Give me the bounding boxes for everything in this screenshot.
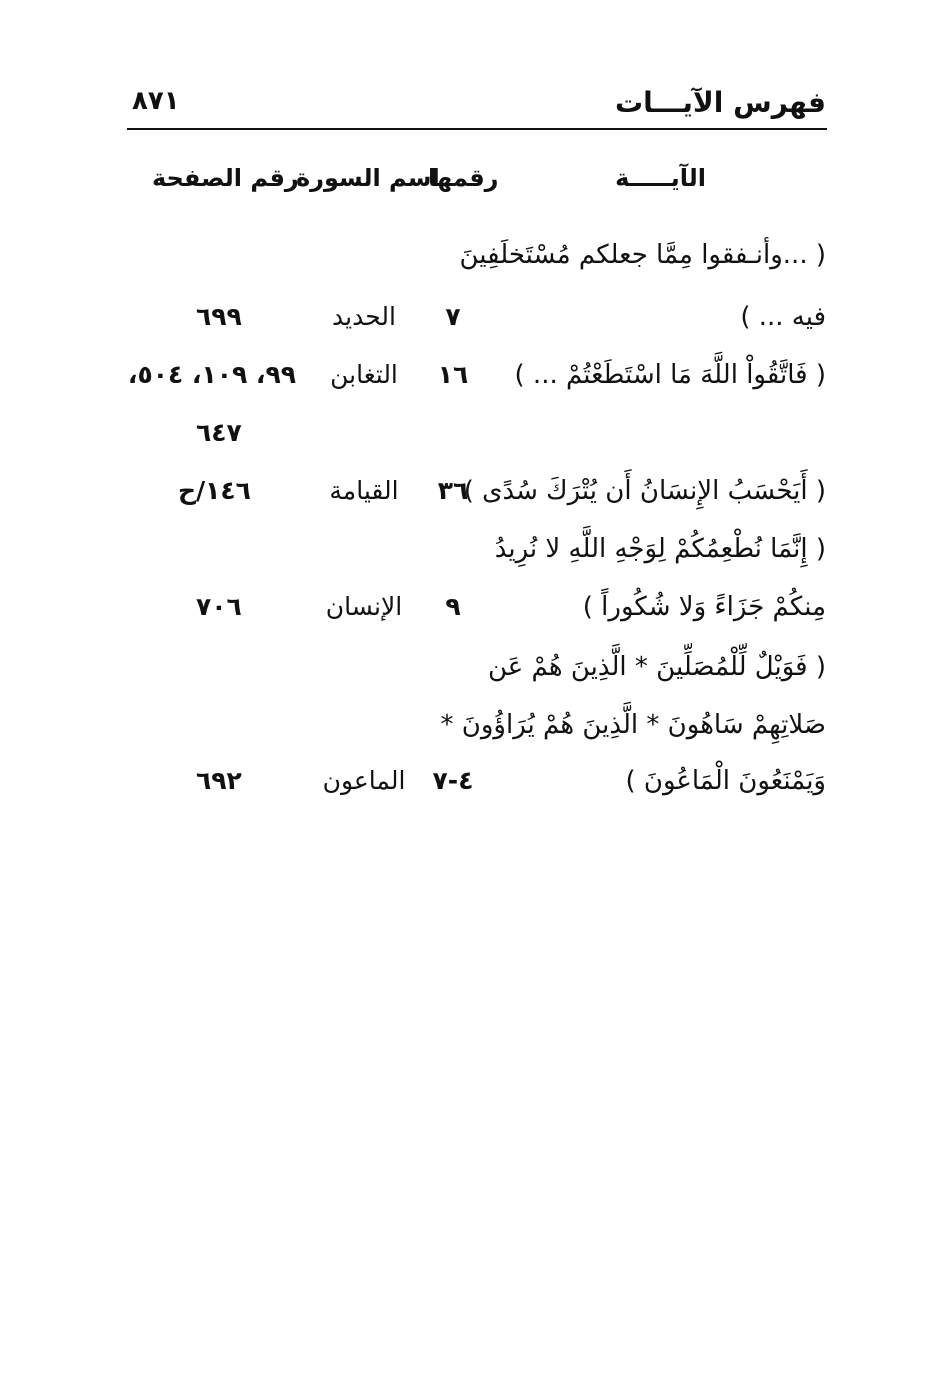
ayah-line: فيه ... ) (740, 302, 826, 332)
page-ref: ٧٠٦ (196, 592, 242, 621)
ayah-number: ٣٦ (437, 476, 469, 505)
column-header-page: رقم الصفحة (152, 164, 299, 192)
ayah-line: وَيَمْنَعُونَ الْمَاعُونَ ) (625, 766, 826, 796)
ayah-line: مِنكُمْ جَزَاءً وَلا شُكُوراً ) (582, 592, 826, 622)
ayah-line: ( إِنَّمَا نُطْعِمُكُمْ لِوَجْهِ اللَّهِ لا نُرِيدُ (494, 534, 826, 564)
ayah-number: ٧ (445, 302, 461, 331)
ayah-line: ( فَاتَّقُواْ اللَّهَ مَا اسْتَطَعْتُمْ ... ) (514, 360, 826, 390)
page-number: ٨٧١ (132, 86, 180, 116)
ayah-line: ( فَوَيْلٌ لِّلْمُصَلِّينَ * الَّذِينَ هُمْ عَن (487, 652, 826, 682)
surah-name: الإنسان (325, 592, 403, 621)
page-ref: ٩٩، ١٠٩، ٥٠٤، (128, 360, 296, 389)
header-rule (127, 128, 827, 130)
surah-name: الماعون (322, 766, 406, 795)
running-title: فهرس الآيـــات (615, 86, 826, 119)
column-header-number: رقمها (428, 164, 499, 192)
column-header-surah: اسم السورة (296, 164, 440, 192)
column-header-ayah: الآيـــــة (615, 164, 706, 192)
surah-name: القيامة (329, 476, 399, 505)
ayah-number: ٤-٧ (432, 766, 474, 795)
surah-name: التغابن (330, 360, 398, 389)
page-ref: ٦٩٢ (196, 766, 242, 795)
page-ref: ٦٩٩ (196, 302, 242, 331)
ayah-number: ١٦ (437, 360, 469, 389)
ayah-line: صَلاتِهِمْ سَاهُونَ * الَّذِينَ هُمْ يُرَاؤُونَ * (440, 710, 826, 740)
surah-name: الحديد (332, 302, 396, 331)
ayah-number: ٩ (445, 592, 461, 621)
ayah-line: ( أَيَحْسَبُ الإِنسَانُ أَن يُتْرَكَ سُدًى ) (463, 476, 826, 506)
ayah-line: ( ...وأنـفقوا مِمَّا جعلكم مُسْتَخلَفِينَ (459, 240, 826, 270)
page-ref: ١٤٦/ح (178, 476, 251, 505)
page-ref: ٦٤٧ (196, 418, 242, 447)
